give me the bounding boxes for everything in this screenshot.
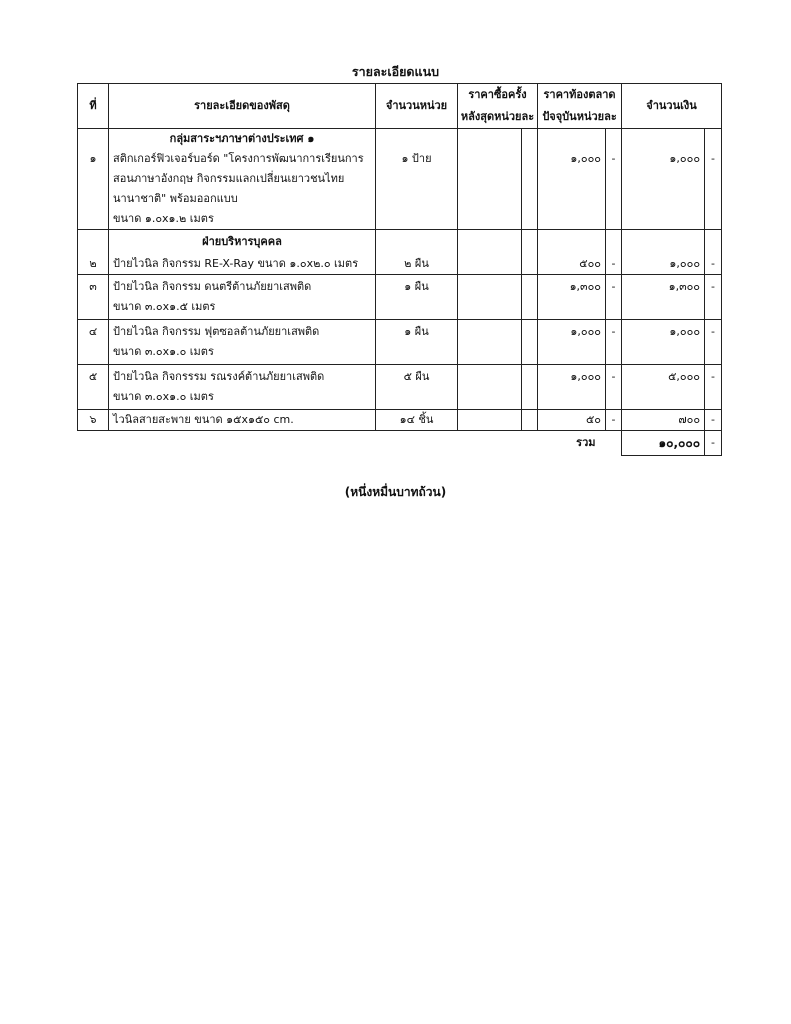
row-qty: ๑๔ ชิ้น bbox=[376, 410, 458, 431]
row-unit-price: ๑,๐๐๐ bbox=[538, 320, 606, 365]
row-detail bbox=[109, 129, 376, 230]
row-detail bbox=[109, 230, 376, 275]
items-table bbox=[77, 83, 722, 456]
row-detail bbox=[109, 410, 376, 431]
row-last-price-cents bbox=[522, 275, 538, 320]
detail-line: สติกเกอร์ฟิวเจอร์บอร์ด "โครงการพัฒนาการเรียนการ bbox=[113, 152, 364, 165]
row-last-price-cents bbox=[522, 230, 538, 275]
row-unit-price-cents: - bbox=[606, 230, 622, 275]
row-detail bbox=[109, 275, 376, 320]
header-market-price-line1: ราคาท้องตลาด bbox=[543, 88, 616, 101]
group-heading: ฝ่ายบริหารบุคคล bbox=[202, 235, 282, 248]
total-label: รวม bbox=[576, 436, 596, 449]
row-number: ๔ bbox=[78, 320, 109, 365]
detail-line: ป้ายไวนิล กิจกรรม ฟุตซอลต้านภัยยาเสพติด bbox=[113, 325, 320, 338]
row-last-price bbox=[458, 275, 522, 320]
row-amount-cents: - bbox=[705, 410, 722, 431]
row-last-price-cents bbox=[522, 410, 538, 431]
row-last-price bbox=[458, 410, 522, 431]
row-unit-price-cents: - bbox=[606, 275, 622, 320]
detail-line: ขนาด ๓.๐x๑.๕ เมตร bbox=[113, 300, 216, 313]
row-number: ๒ bbox=[78, 230, 109, 275]
row-last-price-cents bbox=[522, 365, 538, 410]
row-detail bbox=[109, 365, 376, 410]
row-unit-price-cents: - bbox=[606, 410, 622, 431]
detail-line: ขนาด ๓.๐x๑.๐ เมตร bbox=[113, 390, 214, 403]
row-amount-cents: - bbox=[705, 129, 722, 230]
header-last-price bbox=[458, 84, 538, 129]
row-unit-price-cents: - bbox=[606, 365, 622, 410]
row-amount: ๑,๐๐๐ bbox=[622, 230, 705, 275]
row-amount: ๗๐๐ bbox=[622, 410, 705, 431]
row-amount-cents: - bbox=[705, 275, 722, 320]
header-qty: จำนวนหน่วย bbox=[376, 84, 458, 129]
row-qty: ๕ ผืน bbox=[376, 365, 458, 410]
row-amount: ๑,๐๐๐ bbox=[622, 129, 705, 230]
row-detail bbox=[109, 320, 376, 365]
row-amount-cents: - bbox=[705, 365, 722, 410]
row-number: ๖ bbox=[78, 410, 109, 431]
row-qty: ๑ ป้าย bbox=[376, 129, 458, 230]
detail-line: ขนาด ๑.๐x๑.๒ เมตร bbox=[113, 212, 214, 225]
row-qty: ๒ ผืน bbox=[376, 230, 458, 275]
row-number: ๕ bbox=[78, 365, 109, 410]
detail-line: ป้ายไวนิล กิจกรรรม รณรงค์ต้านภัยยาเสพติด bbox=[113, 370, 325, 383]
row-last-price bbox=[458, 129, 522, 230]
row-unit-price: ๑,๐๐๐ bbox=[538, 365, 606, 410]
row-unit-price: ๑,๓๐๐ bbox=[538, 275, 606, 320]
row-unit-price: ๕๐ bbox=[538, 410, 606, 431]
row-last-price bbox=[458, 365, 522, 410]
detail-line: ป้ายไวนิล กิจกรรม RE-X-Ray ขนาด ๑.๐x๒.๐ เมตร bbox=[113, 257, 359, 270]
row-unit-price: ๕๐๐ bbox=[538, 230, 606, 275]
row-amount: ๑,๓๐๐ bbox=[622, 275, 705, 320]
row-unit-price-cents: - bbox=[606, 320, 622, 365]
header-no: ที่ bbox=[78, 84, 109, 129]
header-market-price-line2: ปัจจุบันหน่วยละ bbox=[542, 110, 617, 123]
row-amount-cents: - bbox=[705, 230, 722, 275]
detail-line: ขนาด ๓.๐x๑.๐ เมตร bbox=[113, 345, 214, 358]
header-market-price bbox=[538, 84, 622, 129]
table-row bbox=[78, 129, 722, 230]
total-row bbox=[78, 431, 722, 456]
row-qty: ๑ ผืน bbox=[376, 275, 458, 320]
table-row bbox=[78, 230, 722, 275]
table-row bbox=[78, 320, 722, 365]
row-last-price-cents bbox=[522, 129, 538, 230]
row-amount: ๑,๐๐๐ bbox=[622, 320, 705, 365]
total-amount: ๑๐,๐๐๐ bbox=[622, 431, 705, 456]
header-detail: รายละเอียดของพัสดุ bbox=[109, 84, 376, 129]
row-amount-cents: - bbox=[705, 320, 722, 365]
detail-line: ป้ายไวนิล กิจกรรม ดนตรีต้านภัยยาเสพติด bbox=[113, 280, 312, 293]
amount-in-words: (หนึ่งหมื่นบาทถ้วน) bbox=[344, 485, 447, 499]
header-last-price-line2: หลังสุดหน่วยละ bbox=[460, 110, 535, 123]
detail-line: สอนภาษาอังกฤษ กิจกรรมแลกเปลี่ยนเยาวชนไทย bbox=[113, 172, 345, 185]
table-row bbox=[78, 410, 722, 431]
row-last-price-cents bbox=[522, 320, 538, 365]
row-qty: ๑ ผืน bbox=[376, 320, 458, 365]
header-last-price-line1: ราคาซื้อครั้ง bbox=[468, 88, 527, 101]
row-amount: ๕,๐๐๐ bbox=[622, 365, 705, 410]
table-row bbox=[78, 365, 722, 410]
header-amount: จำนวนเงิน bbox=[622, 84, 722, 129]
header-row bbox=[78, 84, 722, 129]
detail-line: ไวนิลสายสะพาย ขนาด ๑๕x๑๕๐ cm. bbox=[113, 413, 294, 426]
row-unit-price: ๑,๐๐๐ bbox=[538, 129, 606, 230]
total-amount-cents: - bbox=[705, 431, 722, 456]
detail-line: นานาชาติ" พร้อมออกแบบ bbox=[113, 192, 238, 205]
table-row bbox=[78, 275, 722, 320]
row-last-price bbox=[458, 320, 522, 365]
document-title: รายละเอียดแนบ bbox=[351, 64, 440, 79]
row-last-price bbox=[458, 230, 522, 275]
row-number: ๓ bbox=[78, 275, 109, 320]
row-number: ๑ bbox=[78, 129, 109, 230]
row-unit-price-cents: - bbox=[606, 129, 622, 230]
group-heading: กลุ่มสาระฯภาษาต่างประเทศ ๑ bbox=[169, 132, 315, 145]
